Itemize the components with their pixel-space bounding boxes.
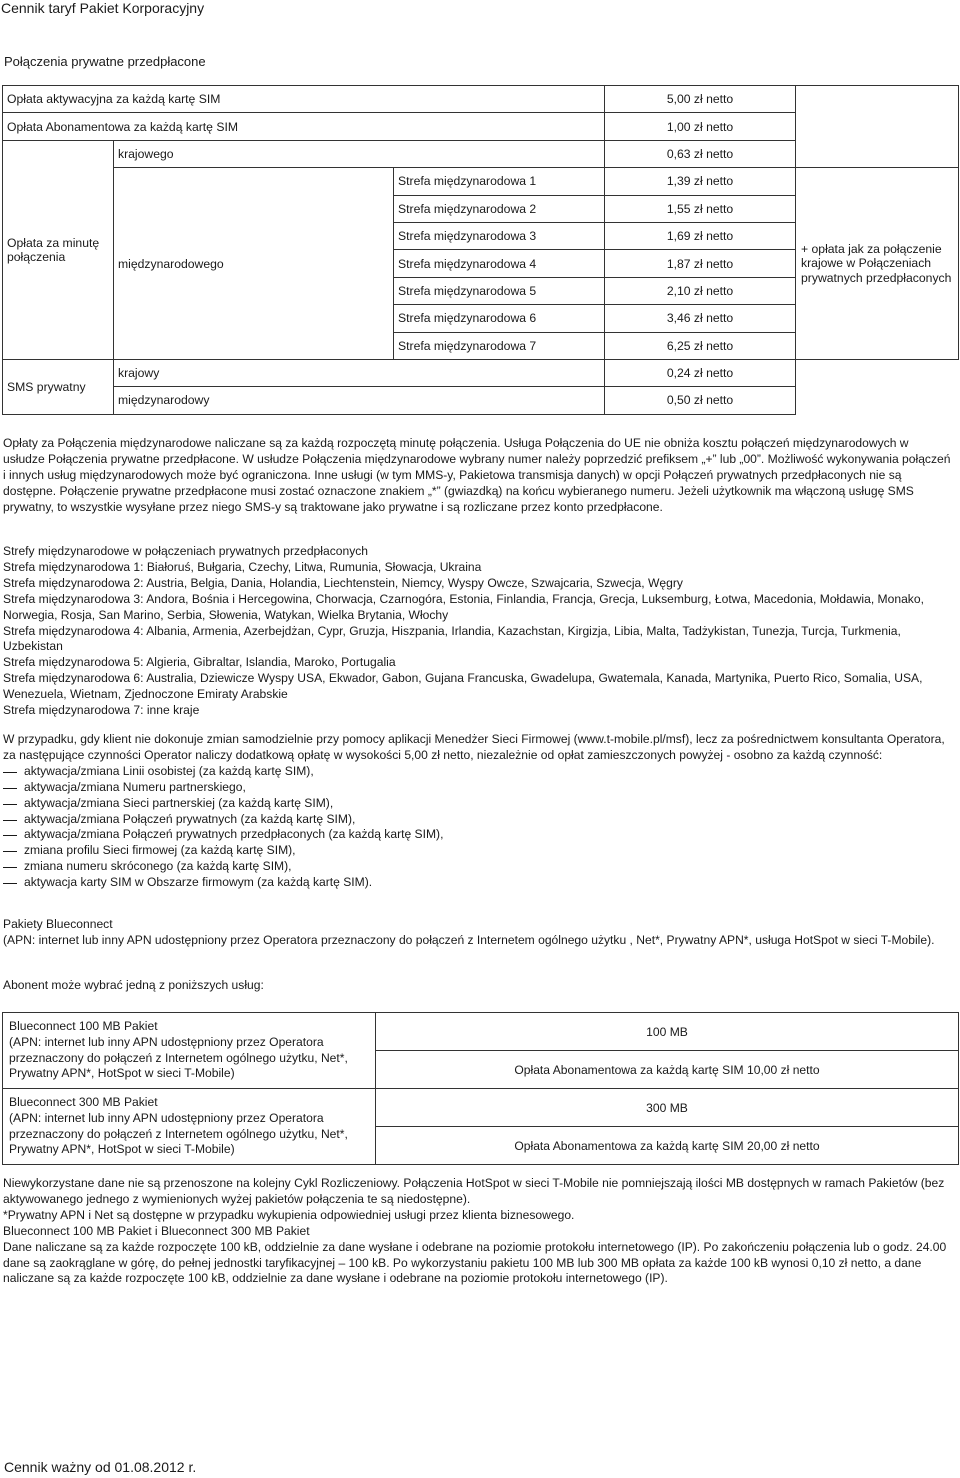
zones-list-line: Strefa międzynarodowa 7: inne kraje xyxy=(3,703,200,718)
zone-name: Strefa międzynarodowa 7 xyxy=(394,332,605,359)
zones-note: + opłata jak za połączenie krajowe w Połączeniach prywatnych przedpłaconych xyxy=(796,168,959,360)
zone-name: Strefa międzynarodowa 5 xyxy=(394,277,605,304)
domestic-label: krajowego xyxy=(114,140,605,167)
blueconnect-heading: Pakiety Blueconnect xyxy=(3,917,113,931)
activation-value: 5,00 zł netto xyxy=(605,86,796,113)
table-row xyxy=(3,1089,959,1127)
zones-list-line: Strefa międzynarodowa 5: Algieria, Gibraltar, Islandia, Maroko, Portugalia xyxy=(3,655,396,670)
tariff-table xyxy=(2,85,959,415)
list-item: aktywacja/zmiana Linii osobistej (za każdą kartę SIM), xyxy=(3,764,951,780)
zone-name: Strefa międzynarodowa 2 xyxy=(394,195,605,222)
zones-list-line: Strefa międzynarodowa 6: Australia, Dziewicze Wyspy USA, Ekwador, Gabon, Gujana Francuska, Gwadelupa, Gwatemala, Kanada, Martynika, Puerto Rico, Somalia, USA, Wenezuela, Wietnam, Zjednoczone Emiraty Arabskie xyxy=(3,671,923,702)
zones-list-line: Strefa międzynarodowa 3: Andora, Bośnia i Hercegowina, Chorwacja, Czarnogóra, Estonia, Finlandia, Francja, Grecja, Luksemburg, Łotwa, Macedonia, Mołdawia, Monako, Norwegia, Rosja, San Marino, Serbia, Słowenia, Watykan, Wielka Brytania, Włochy xyxy=(3,591,924,622)
zone-value: 2,10 zł netto xyxy=(605,277,796,304)
blueconnect-apn-note: (APN: internet lub inny APN udostępniony przez Operatora przeznaczony do połączeń z Internetem ogólnego użytku , Net*, Prywatny APN*, usługa HotSpot w sieci T-Mobile). xyxy=(3,932,935,947)
changes-intro: W przypadku, gdy klient nie dokonuje zmian samodzielnie przy pomocy aplikacji Menedżer Sieci Firmowej (www.t-mobile.pl/msf), lecz za pośrednictwem konsultanta Operatora, za następujące czynności Operator naliczy dodatkową opłatę w wysokości 5,00 zł netto, niezależnie od opłat zamieszczonych powyżej - osobno za każdą czynność: xyxy=(3,732,945,762)
blueconnect-notes xyxy=(3,1176,951,1287)
table-row xyxy=(3,1013,959,1051)
package-name: Blueconnect 300 MB Pakiet xyxy=(9,1094,158,1109)
blueconnect-intro xyxy=(3,917,951,949)
zones-list-heading: Strefy międzynarodowe w połączeniach prywatnych przedpłaconych xyxy=(3,544,369,558)
package-description xyxy=(3,1089,376,1165)
package-description xyxy=(3,1013,376,1089)
blueconnect-note: *Prywatny APN i Net są dostępne w przypadku wykupienia odpowiedniej usługi przez klienta biznesowego. xyxy=(3,1207,575,1222)
zone-value: 1,69 zł netto xyxy=(605,222,796,249)
package-size: 300 MB xyxy=(376,1089,959,1127)
table-row xyxy=(3,86,959,113)
package-name: Blueconnect 100 MB Pakiet xyxy=(9,1018,158,1033)
list-item: zmiana numeru skróconego (za każdą kartę SIM), xyxy=(3,859,951,875)
changes-list xyxy=(3,764,951,891)
section-title: Połączenia prywatne przedpłacone xyxy=(4,54,206,69)
list-item: zmiana profilu Sieci firmowej (za każdą kartę SIM), xyxy=(3,843,951,859)
list-item: aktywacja/zmiana Sieci partnerskiej (za każdą kartę SIM), xyxy=(3,796,951,812)
blueconnect-note: Blueconnect 100 MB Pakiet i Blueconnect 300 MB Pakiet xyxy=(3,1223,310,1238)
zone-value: 3,46 zł netto xyxy=(605,305,796,332)
notes-paragraph: Opłaty za Połączenia międzynarodowe naliczane są za każdą rozpoczętą minutę połączenia. Usługa Połączenia do UE nie obniża kosztu połączeń międzynarodowych w usłudze Połączenia prywatne przedpłacone. W usłudze Połączenia międzynarodowe wybrany numer należy poprzedzić prefiksem „+” lub „00”. Możliwość wykonywania połączeń i innych usług międzynarodowych może być ograniczona. Inne usługi (w tym MMS-y, Pakietowa transmisja danych) w opcji Połączeń prywatnych przedpłaconych nie są dostępne. Połączenie prywatne przedpłacone musi zostać oznaczone znakiem „*” (gwiazdką) na końcu wybieranego numeru. Jeżeli użytkownik ma włączoną usługę SMS prywatny, to wszystkie wysyłane przez niego SMS-y są traktowane jako prywatne i są rozliczane przez konto przedpłacone. xyxy=(3,436,951,514)
package-fee: Opłata Abonamentowa za każdą kartę SIM 20,00 zł netto xyxy=(376,1127,959,1165)
zones-list xyxy=(3,544,951,719)
zone-value: 1,39 zł netto xyxy=(605,168,796,195)
blueconnect-table xyxy=(2,1012,959,1165)
package-fee: Opłata Abonamentowa za każdą kartę SIM 10,00 zł netto xyxy=(376,1051,959,1089)
blueconnect-choose: Abonent może wybrać jedną z poniższych usług: xyxy=(3,978,264,992)
subscription-value: 1,00 zł netto xyxy=(605,113,796,140)
table-row xyxy=(3,359,959,386)
list-item: aktywacja/zmiana Numeru partnerskiego, xyxy=(3,780,951,796)
list-item: aktywacja karty SIM w Obszarze firmowym (za każdą kartę SIM). xyxy=(3,875,951,891)
validity-footer: Cennik ważny od 01.08.2012 r. xyxy=(4,1459,197,1475)
zone-value: 6,25 zł netto xyxy=(605,332,796,359)
package-desc: (APN: internet lub inny APN udostępniony przez Operatora przeznaczony do połączeń z Internetem ogólnego użytku, Net*, Prywatny APN*, HotSpot w sieci T-Mobile) xyxy=(9,1034,348,1081)
zones-list-line: Strefa międzynarodowa 1: Białoruś, Bułgaria, Czechy, Litwa, Rumunia, Słowacja, Ukraina xyxy=(3,559,482,574)
activation-label: Opłata aktywacyjna za każdą kartę SIM xyxy=(3,86,605,113)
sms-international-value: 0,50 zł netto xyxy=(605,387,796,414)
zones-list-line: Strefa międzynarodowa 2: Austria, Belgia, Dania, Holandia, Liechtenstein, Niemcy, Wyspy Owcze, Szwajcaria, Szwecja, Węgry xyxy=(3,575,683,590)
subscription-label: Opłata Abonamentowa za każdą kartę SIM xyxy=(3,113,605,140)
domestic-value: 0,63 zł netto xyxy=(605,140,796,167)
zone-value: 1,87 zł netto xyxy=(605,250,796,277)
sms-international-label: międzynarodowy xyxy=(114,387,605,414)
blueconnect-note: Dane naliczane są za każde rozpoczęte 100 kB, oddzielnie za dane wysłane i odebrane na poziomie protokołu internetowego (IP). Po zakończeniu połączenia lub o godz. 24.00 dane są zaokrąglane w górę, do pełnej jednostki taryfikacyjnej – 100 kB. Po wykorzystaniu pakietu 100 MB lub 300 MB opłata za każde 100 kB wynosi 0,10 zł netto, a dane naliczane są za każde rozpoczęte 100 kB, oddzielnie za dane wysłane i odebrane na poziomie protokołu internetowego (IP). xyxy=(3,1239,947,1286)
blueconnect-note: Niewykorzystane dane nie są przenoszone na kolejny Cykl Rozliczeniowy. Połączenia HotSpot w sieci T-Mobile nie pomniejszają ilości MB dostępnych w ramach Pakietów (bez aktywowanego jednego z wymienionych wyżej pakietów połączenia te są niedostępne). xyxy=(3,1176,945,1206)
package-size: 100 MB xyxy=(376,1013,959,1051)
page-title: Cennik taryf Pakiet Korporacyjny xyxy=(1,0,205,16)
zone-name: Strefa międzynarodowa 4 xyxy=(394,250,605,277)
international-label: międzynarodowego xyxy=(114,168,394,360)
table-row xyxy=(3,113,959,140)
minute-fee-label: Opłata za minutę połączenia xyxy=(3,140,114,359)
list-item: aktywacja/zmiana Połączeń prywatnych (za każdą kartę SIM), xyxy=(3,812,951,828)
table-row xyxy=(3,140,959,167)
zone-name: Strefa międzynarodowa 1 xyxy=(394,168,605,195)
table-row xyxy=(3,168,959,195)
changes-section xyxy=(3,732,951,891)
zone-name: Strefa międzynarodowa 6 xyxy=(394,305,605,332)
zones-list-line: Strefa międzynarodowa 4: Albania, Armenia, Azerbejdżan, Cypr, Gruzja, Hiszpania, Irlandia, Kazachstan, Kirgizja, Libia, Malta, Tadżykistan, Tunezja, Turcja, Turkmenia, Uzbekistan xyxy=(3,623,901,654)
zone-name: Strefa międzynarodowa 3 xyxy=(394,222,605,249)
sms-label: SMS prywatny xyxy=(3,359,114,414)
sms-domestic-label: krajowy xyxy=(114,359,605,386)
list-item: aktywacja/zmiana Połączeń prywatnych przedpłaconych (za każdą kartę SIM), xyxy=(3,827,951,843)
sms-domestic-value: 0,24 zł netto xyxy=(605,359,796,386)
zone-value: 1,55 zł netto xyxy=(605,195,796,222)
package-desc: (APN: internet lub inny APN udostępniony przez Operatora przeznaczony do połączeń z Internetem ogólnego użytku, Net*, Prywatny APN*, HotSpot w sieci T-Mobile) xyxy=(9,1110,348,1157)
